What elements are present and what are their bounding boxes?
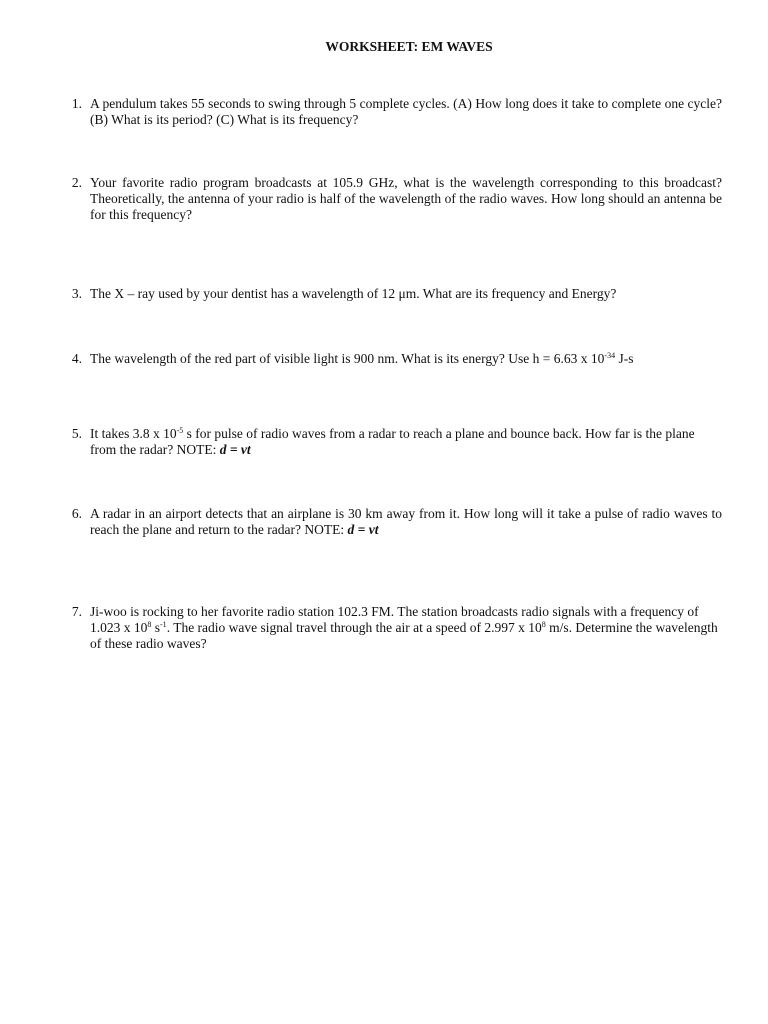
question-number: 5. — [71, 426, 82, 441]
question-number: 7. — [71, 604, 82, 619]
question-text-part: J-s — [615, 351, 634, 366]
question-text-part: A radar in an airport detects that an airplane is 30 km away from it. How long will it take a pulse of radio waves to reach the plane and return to the radar? NOTE: — [90, 506, 722, 537]
question-text-part: s for pulse of radio waves from a radar to reach a plane and bounce back. How far is the plane from the radar? NOTE: — [90, 426, 695, 457]
question-text-part: s — [151, 620, 161, 635]
question-7 — [62, 604, 722, 652]
question-text — [90, 604, 722, 652]
question-3 — [62, 286, 722, 302]
question-text-part: m/s. Determine the wavelength of these radio waves? — [90, 620, 718, 651]
question-number: 2. — [71, 175, 82, 190]
question-text: The X – ray used by your dentist has a wavelength of 12 μm. What are its frequency and Energy? — [90, 286, 617, 301]
equation: d = vt — [219, 442, 251, 457]
question-number: 1. — [71, 96, 82, 111]
question-text — [90, 506, 722, 538]
exponent: -1 — [160, 620, 167, 629]
equation: d = vt — [347, 522, 379, 537]
question-text-part: It takes 3.8 x 10 — [90, 426, 177, 441]
question-2 — [62, 175, 722, 223]
question-number: 4. — [71, 351, 82, 366]
question-5 — [62, 426, 722, 458]
question-text — [90, 351, 722, 367]
exponent: 8 — [147, 620, 152, 629]
question-text — [90, 426, 722, 458]
question-4 — [62, 351, 722, 367]
question-text: Your favorite radio program broadcasts at 105.9 GHz, what is the wavelength corresponding to this broadcast? Theoretically, the antenna of your radio is half of the wavelength of the radio waves. How long should an antenna be for this frequency? — [90, 175, 722, 222]
page-title: WORKSHEET: EM WAVES — [325, 39, 493, 54]
exponent: -5 — [176, 426, 184, 435]
exponent: 8 — [541, 620, 546, 629]
question-6 — [62, 506, 722, 538]
question-text-part: Ji-woo is rocking to her favorite radio station 102.3 FM. The station broadcasts radio signals with a frequency of 1.023 x 10 — [90, 604, 699, 635]
question-number: 3. — [71, 286, 82, 301]
exponent: -34 — [604, 351, 616, 360]
question-text-part: The wavelength of the red part of visible light is 900 nm. What is its energy? Use h = 6.63 x 10 — [90, 351, 605, 366]
question-text: A pendulum takes 55 seconds to swing through 5 complete cycles. (A) How long does it take to complete one cycle? (B) What is its period? (C) What is its frequency? — [90, 96, 722, 127]
question-1 — [62, 96, 722, 128]
question-number: 6. — [71, 506, 82, 521]
question-text-part: . The radio wave signal travel through the air at a speed of 2.997 x 10 — [166, 620, 542, 635]
